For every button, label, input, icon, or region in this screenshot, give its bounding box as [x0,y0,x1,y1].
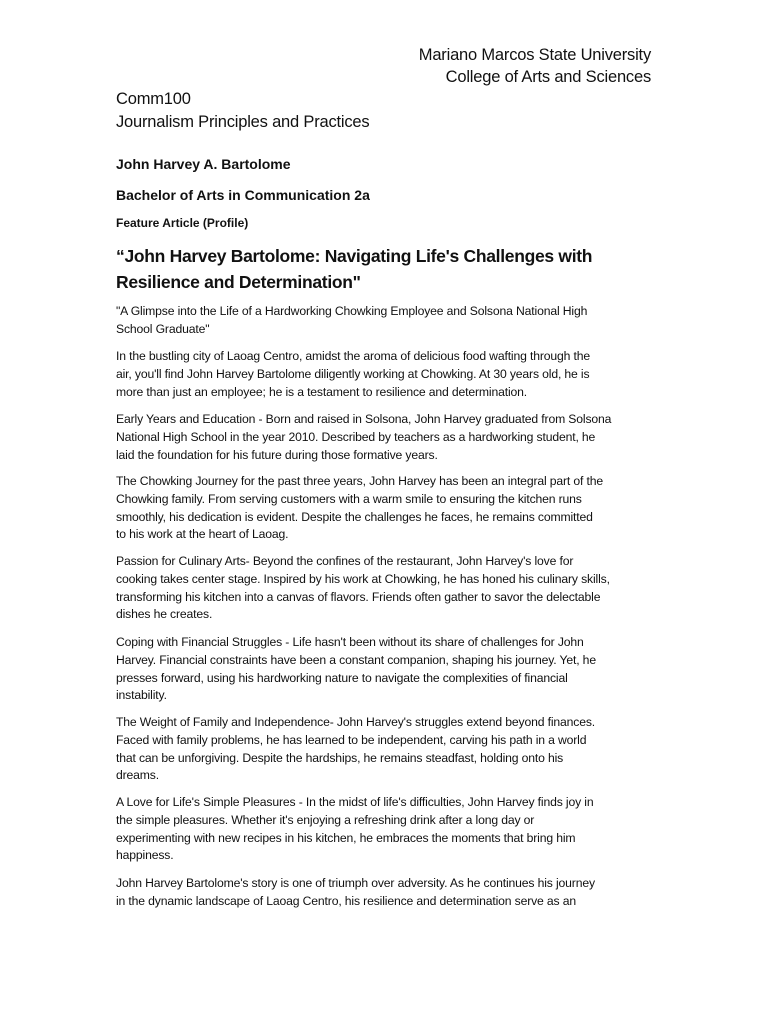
paragraph-line: School Graduate" [116,321,210,336]
author-program: Bachelor of Arts in Communication 2a [116,187,370,203]
paragraph-line: to his work at the heart of Laoag. [116,527,289,542]
paragraph-line: Faced with family problems, he has learned to be independent, carving his path in a world [116,732,587,747]
paragraph-line: dishes he creates. [116,607,213,622]
paragraph-line: more than just an employee; he is a testament to resilience and determination. [116,384,528,399]
paragraph-line: smoothly, his dedication is evident. Despite the challenges he faces, he remains committed [116,509,593,524]
paragraph-line: Chowking family. From serving customers with a warm smile to ensuring the kitchen runs [116,491,582,506]
paragraph-line: experimenting with new recipes in his kitchen, he embraces the moments that bring him [116,830,576,845]
paragraph-line: dreams. [116,768,159,783]
paragraph-line: "A Glimpse into the Life of a Hardworking Chowking Employee and Solsona National High [116,304,588,318]
paragraph-line: in the dynamic landscape of Laoag Centro, his resilience and determination serve as an [116,893,576,908]
article-paragraph [116,634,661,705]
paragraph-line: John Harvey Bartolome's story is one of triumph over adversity. As he continues his journey [116,876,595,890]
article-paragraph [116,411,661,464]
paragraph-line: the simple pleasures. Whether it's enjoying a refreshing drink after a long day or [116,812,535,827]
article-paragraph [116,794,661,865]
article-title [116,243,592,295]
university-name: Mariano Marcos State University [418,46,651,64]
article-title-line: “John Harvey Bartolome: Navigating Life's Challenges with [116,246,593,266]
author-name: John Harvey A. Bartolome [116,156,291,172]
paragraph-line: A Love for Life's Simple Pleasures - In the midst of life's difficulties, John Harvey finds joy in [116,795,594,809]
course-code: Comm100 [116,90,191,108]
paragraph-line: Passion for Culinary Arts- Beyond the confines of the restaurant, John Harvey's love for [116,554,574,568]
course-title: Journalism Principles and Practices [116,113,370,131]
paragraph-line: that can be unforgiving. Despite the hardships, he remains steadfast, holding onto his [116,750,564,765]
article-paragraph [116,348,661,401]
paragraph-line: cooking takes center stage. Inspired by his work at Chowking, he has honed his culinary skills, [116,571,610,586]
college-name: College of Arts and Sciences [445,68,651,86]
article-paragraph [116,714,661,785]
paragraph-line: Coping with Financial Struggles - Life hasn't been without its share of challenges for John [116,635,584,649]
paragraph-line: Early Years and Education - Born and raised in Solsona, John Harvey graduated from Solsona [116,412,612,426]
article-paragraph [116,473,661,544]
article-paragraph [116,553,661,624]
article-type: Feature Article (Profile) [116,216,249,230]
paragraph-line: The Weight of Family and Independence- John Harvey's struggles extend beyond finances. [116,715,596,729]
paragraph-line: Harvey. Financial constraints have been a constant companion, shaping his journey. Yet, he [116,652,596,667]
paragraph-line: In the bustling city of Laoag Centro, amidst the aroma of delicious food wafting through the [116,349,590,363]
paragraph-line: transforming his kitchen into a canvas of flavors. Friends often gather to savor the delectable [116,589,601,604]
paragraph-line: laid the foundation for his future during those formative years. [116,447,438,462]
article-paragraph [116,875,661,911]
article-subtitle [116,303,661,339]
paragraph-line: instability. [116,688,167,703]
paragraph-line: presses forward, using his hardworking nature to navigate the complexities of financial [116,670,568,685]
paragraph-line: happiness. [116,848,174,863]
paragraph-line: air, you'll find John Harvey Bartolome diligently working at Chowking. At 30 years old, he is [116,366,590,381]
article-title-line: Resilience and Determination" [116,272,361,292]
paragraph-line: National High School in the year 2010. Described by teachers as a hardworking student, he [116,429,596,444]
paragraph-line: The Chowking Journey for the past three years, John Harvey has been an integral part of the [116,474,604,488]
